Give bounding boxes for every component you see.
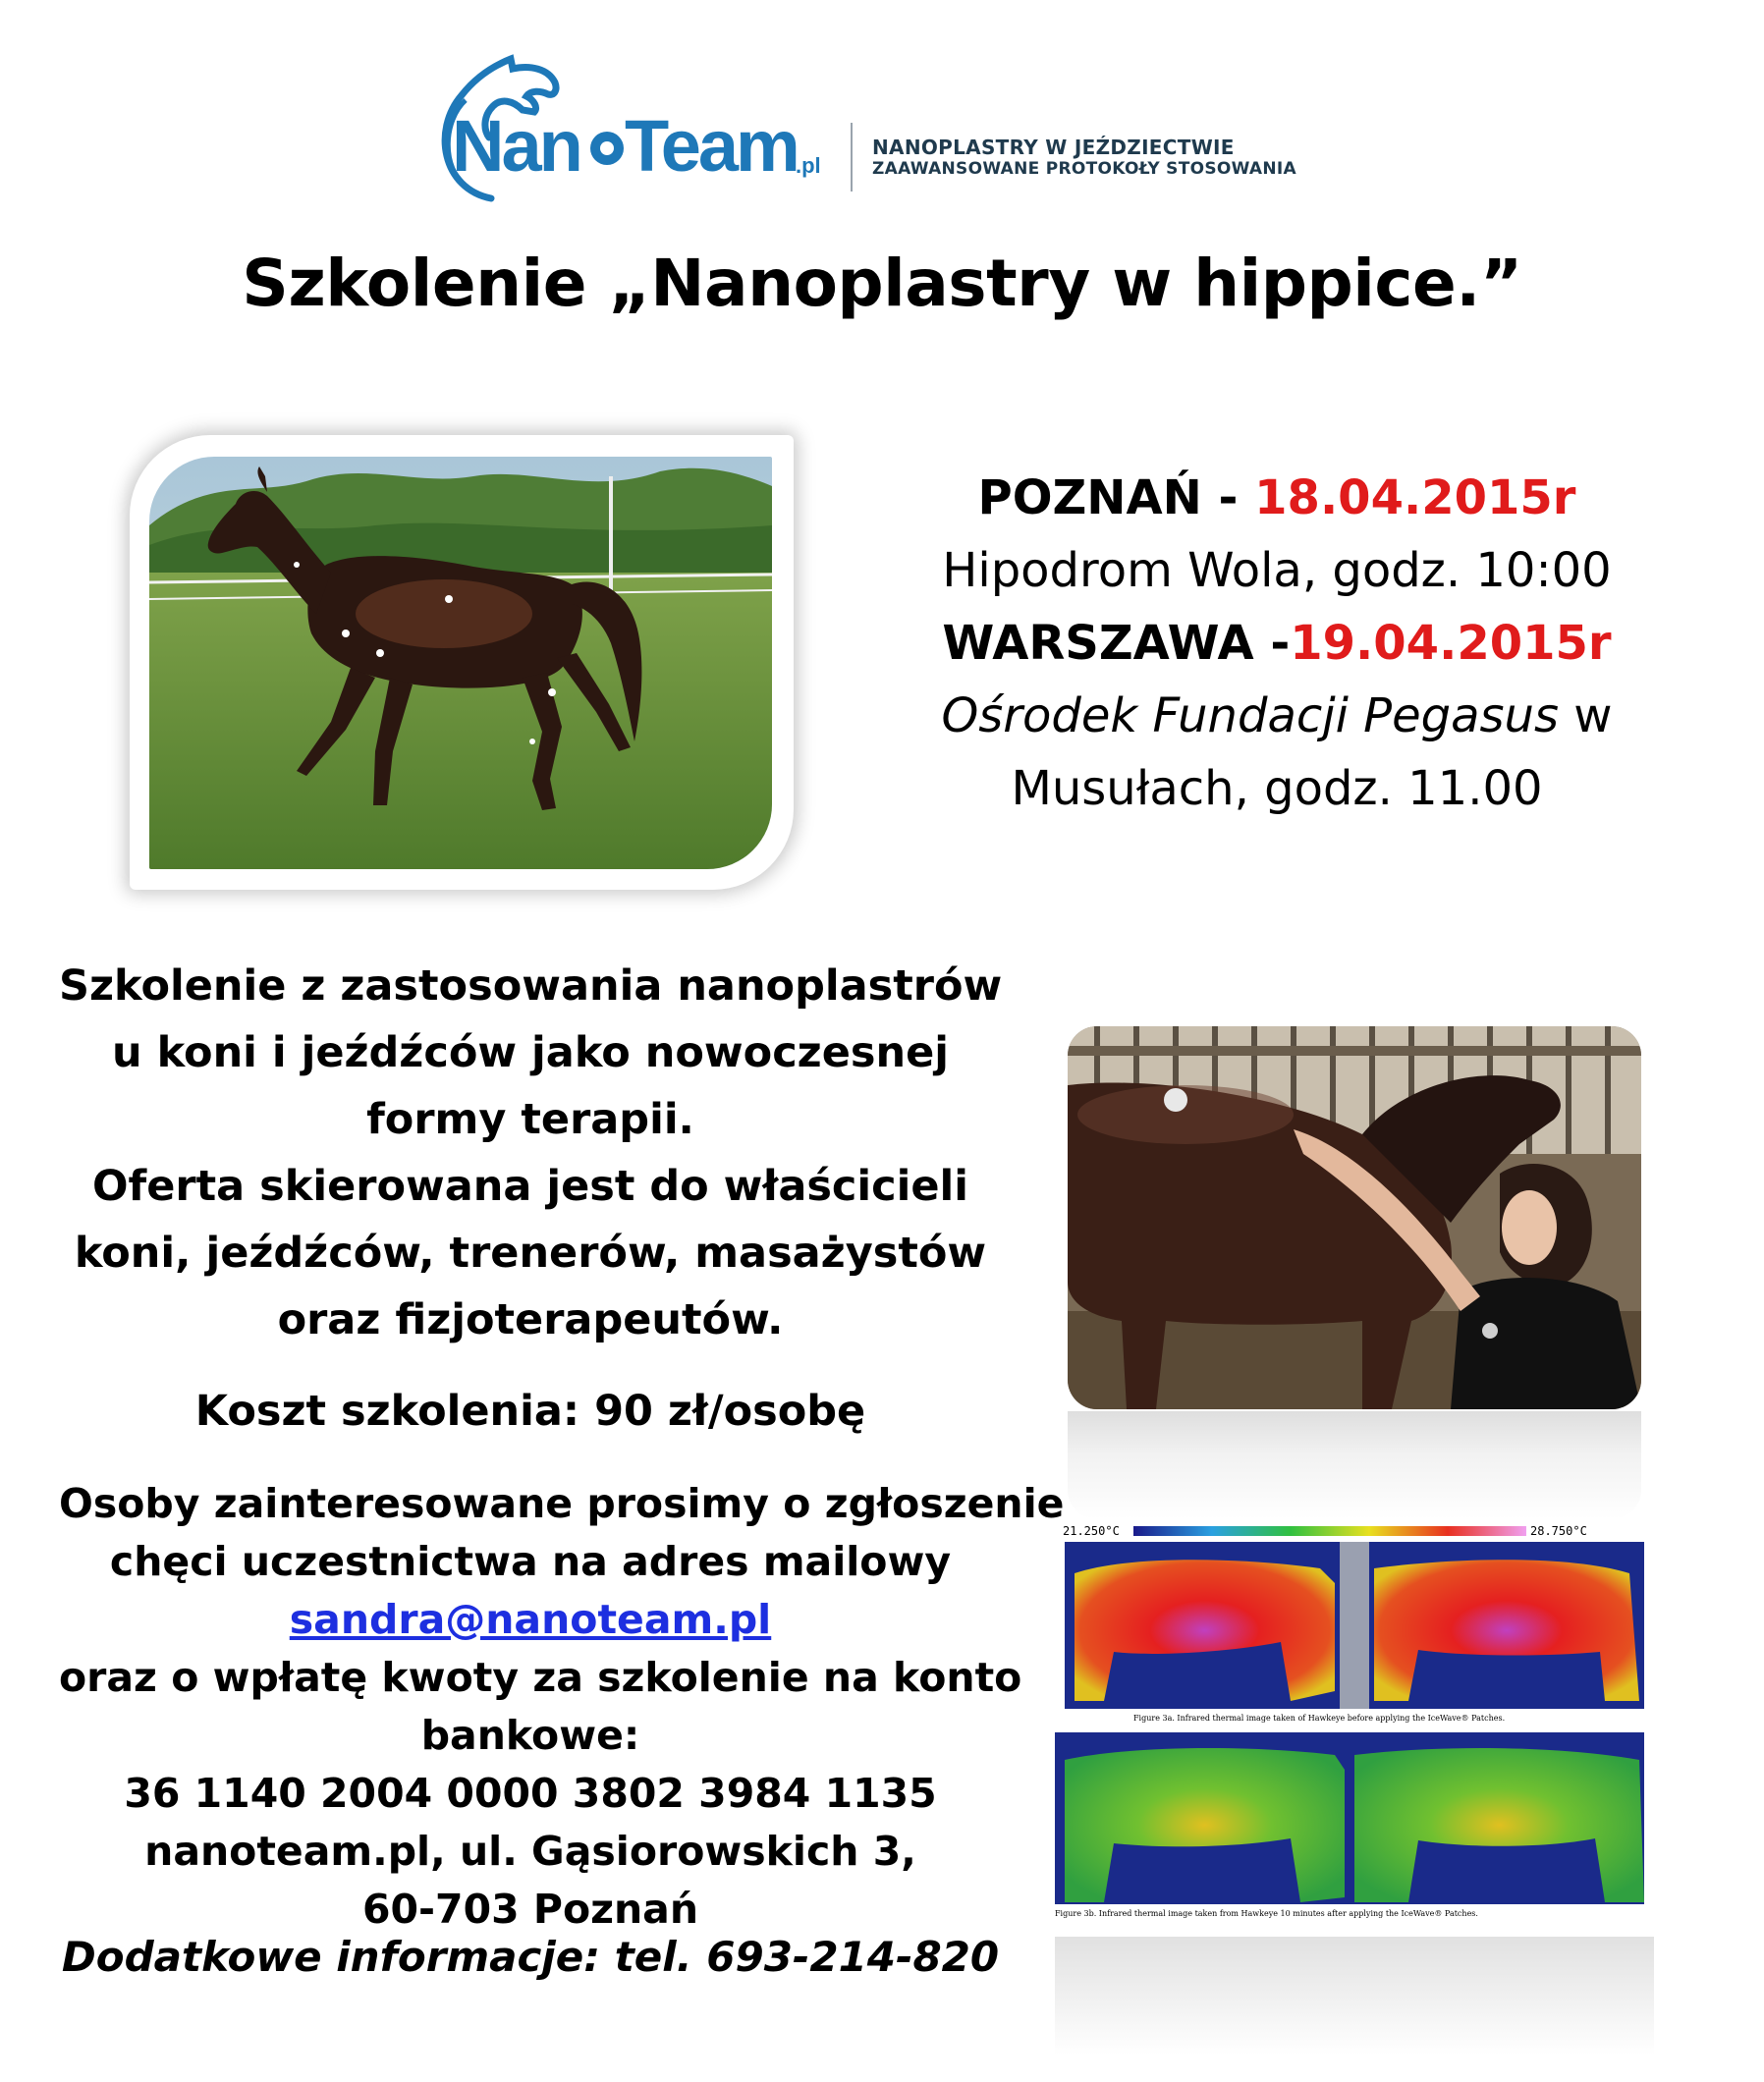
horse-trotting-photo <box>149 457 772 869</box>
tagline-primary: NANOPLASTRY W JEŹDZIECTWIE <box>872 136 1235 159</box>
svg-text:.pl: .pl <box>796 153 821 178</box>
training-cost: Koszt szkolenia: 90 zł/osobę <box>194 1387 866 1436</box>
description-line: oraz fizjoterapeutów. <box>277 1295 784 1344</box>
thermal-reflection <box>1055 1937 1654 2055</box>
contact-info <box>59 1475 1065 1939</box>
nanoteam-logo <box>432 51 845 208</box>
bank-account-number: 36 1140 2004 0000 3802 3984 1135 <box>124 1770 937 1817</box>
logo-divider <box>851 123 853 192</box>
therapist-with-horse-photo <box>1068 1026 1641 1409</box>
additional-info-phone: Dodatkowe informacje: tel. 693-214-820 <box>61 1933 1000 1981</box>
thermal-scale-max: 28.750°C <box>1530 1524 1587 1538</box>
photo-reflection <box>1068 1411 1641 1519</box>
address-line: 60-703 Poznań <box>361 1886 699 1933</box>
event-warszawa-city: WARSZAWA - <box>942 616 1291 671</box>
event-warszawa-date: 19.04.2015r <box>1290 616 1612 671</box>
thermal-caption-top: Figure 3a. Infrared thermal image taken of Hawkeye before applying the IceWave® Patches. <box>1133 1714 1506 1723</box>
address-line: nanoteam.pl, ul. Gąsiorowskich 3, <box>144 1828 916 1875</box>
thermal-scale-min: 21.250°C <box>1063 1524 1120 1538</box>
thermal-caption-bottom: Figure 3b. Infrared thermal image taken from Hawkeye 10 minutes after applying the IceWave® Patches. <box>1055 1909 1478 1918</box>
event-warszawa-place <box>884 680 1670 752</box>
event-poznan-place: Hipodrom Wola, godz. 10:00 <box>942 543 1612 598</box>
description-line: u koni i jeźdźców jako nowoczesnej <box>112 1028 949 1077</box>
event-warszawa-venue: Ośrodek Fundacji Pegasus <box>941 688 1559 743</box>
description-line: koni, jeźdźców, trenerów, masażystów <box>74 1229 987 1278</box>
description-line: Oferta skierowana jest do właścicieli <box>91 1162 969 1211</box>
description-line: formy terapii. <box>366 1095 694 1144</box>
tagline-secondary: ZAAWANSOWANE PROTOKOŁY STOSOWANIA <box>872 159 1296 179</box>
event-warszawa-place-line2: Musułach, godz. 11.00 <box>1011 761 1543 816</box>
event-poznan-city: POZNAŃ - <box>977 470 1255 525</box>
event-schedule <box>884 462 1670 825</box>
event-warszawa-venue-suffix: w <box>1558 688 1613 743</box>
thermal-images <box>1055 1524 1654 1937</box>
page-title: Szkolenie „Nanoplastry w hippice.” <box>242 246 1522 321</box>
contact-line: Osoby zainteresowane prosimy o zgłoszenie <box>59 1480 1065 1527</box>
event-warszawa-line <box>884 607 1670 680</box>
svg-text:Team: Team <box>625 105 798 187</box>
event-poznan-date: 18.04.2015r <box>1254 470 1576 525</box>
svg-text:Nan: Nan <box>452 105 580 187</box>
description-line: Szkolenie z zastosowania nanoplastrów <box>59 961 1003 1011</box>
contact-line: bankowe: <box>420 1712 640 1759</box>
contact-line: chęci uczestnictwa na adres mailowy <box>109 1538 952 1585</box>
email-link[interactable]: sandra@nanoteam.pl <box>289 1596 772 1643</box>
event-poznan-line <box>884 462 1670 534</box>
training-description <box>59 953 1002 1353</box>
contact-line: oraz o wpłatę kwoty za szkolenie na konto <box>59 1654 1022 1701</box>
